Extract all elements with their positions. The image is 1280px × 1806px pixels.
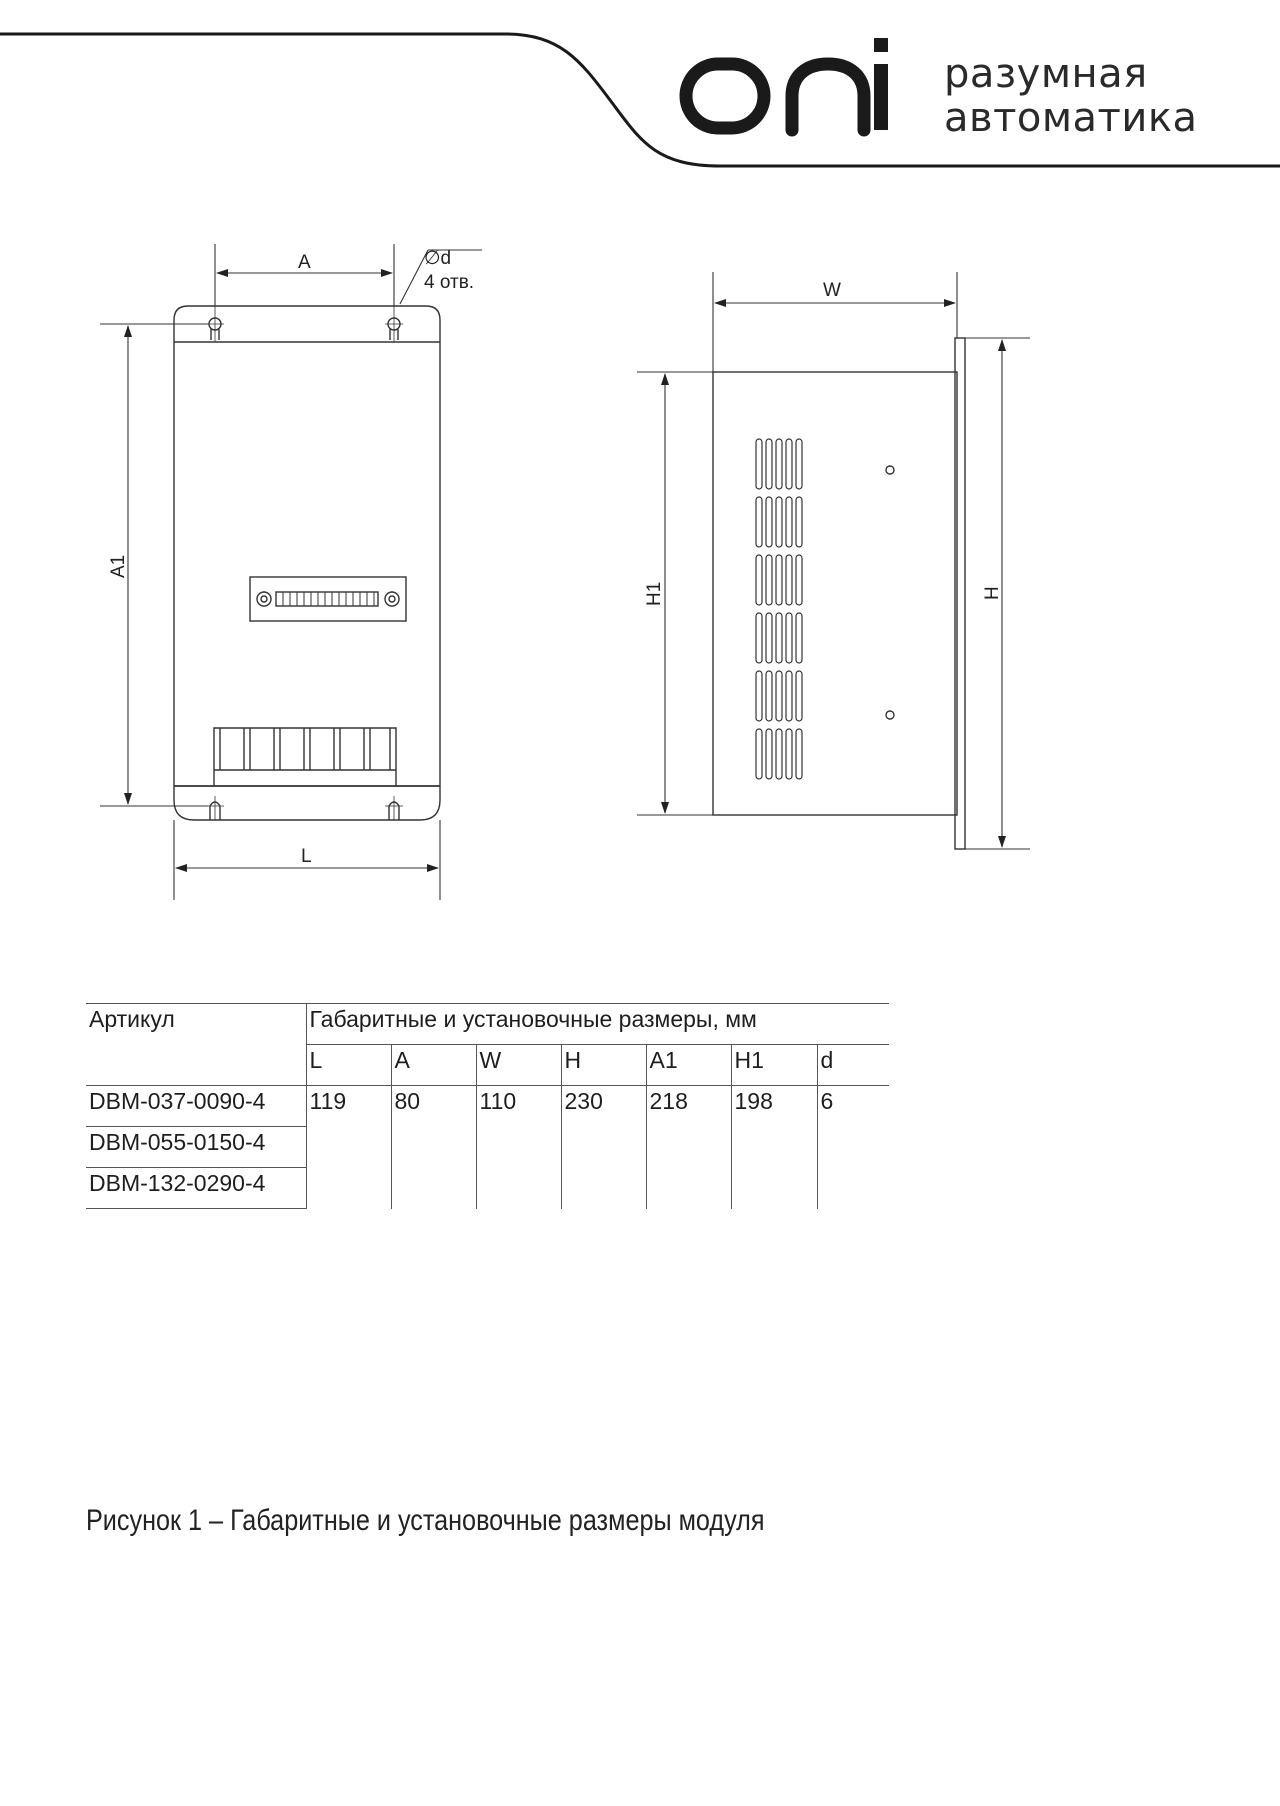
label-H: H [982, 586, 1003, 600]
value-cell: 119 [306, 1086, 391, 1209]
column-header: H1 [731, 1045, 817, 1086]
value-cell: 230 [561, 1086, 646, 1209]
table-row [86, 1086, 889, 1127]
mounting-hole-bottom-left [206, 796, 224, 820]
mounting-hole-bottom-right [385, 796, 403, 820]
bottom-flange [174, 786, 440, 820]
front-view [174, 306, 440, 820]
column-header: d [817, 1045, 889, 1086]
label-hole-diameter: ∅d [424, 248, 452, 269]
column-header: W [476, 1045, 561, 1086]
side-view [713, 338, 965, 849]
figure-caption: Рисунок 1 – Габаритные и установочные размеры модуля [86, 1504, 765, 1537]
header-group: Габаритные и установочные размеры, мм [306, 1004, 889, 1045]
value-cell: 198 [731, 1086, 817, 1209]
dimensions-table [86, 1003, 889, 1209]
label-L: L [301, 846, 312, 867]
side-dimensions [637, 272, 1030, 849]
side-view-body [713, 372, 957, 815]
column-header: L [306, 1045, 391, 1086]
front-view-body [174, 306, 440, 786]
column-header: H [561, 1045, 646, 1086]
label-A1: A1 [108, 554, 129, 578]
label-hole-count: 4 отв. [424, 272, 475, 293]
label-A: A [298, 252, 311, 273]
tagline-line-2: автоматика [944, 95, 1198, 141]
table-header-row [86, 1004, 889, 1045]
value-cell: 218 [646, 1086, 731, 1209]
column-header: A [391, 1045, 476, 1086]
article-cell: DBM-132-0290-4 [86, 1168, 306, 1209]
article-cell: DBM-055-0150-4 [86, 1127, 306, 1168]
value-cell: 80 [391, 1086, 476, 1209]
vent-slots [756, 439, 802, 779]
article-cell: DBM-037-0090-4 [86, 1086, 306, 1127]
value-cell: 6 [817, 1086, 889, 1209]
tagline-line-1: разумная [944, 51, 1148, 97]
label-W: W [823, 280, 841, 301]
header-article: Артикул [86, 1004, 306, 1086]
mounting-hole-top-right [385, 306, 403, 342]
mounting-hole-top-left [206, 306, 224, 342]
terminal-block [214, 728, 396, 786]
column-header: A1 [646, 1045, 731, 1086]
label-H1: H1 [644, 581, 665, 606]
value-cell: 110 [476, 1086, 561, 1209]
indicator-panel [250, 577, 406, 621]
